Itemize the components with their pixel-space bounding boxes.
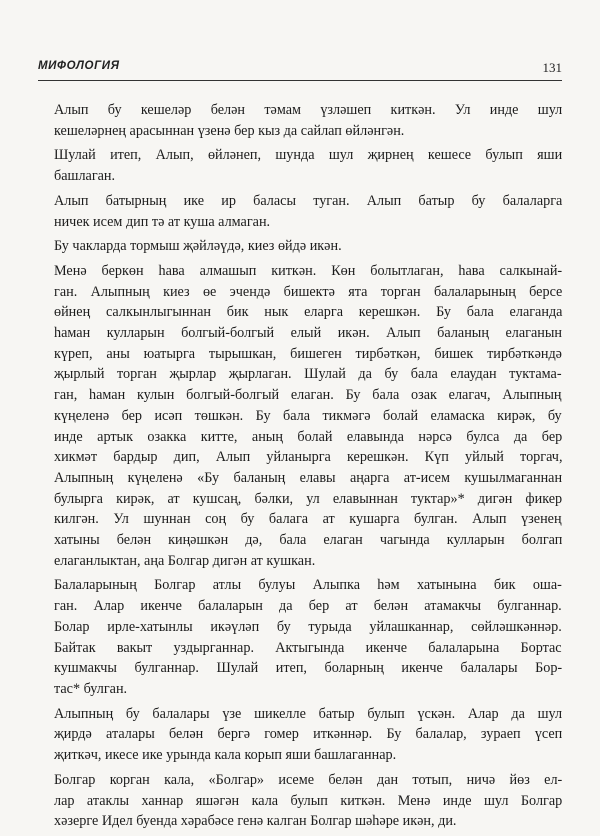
body-text	[38, 100, 562, 836]
text-line: җирдә аталары белән бергә гомер иткәннәр. Бу балалар, зураеп үсеп	[54, 726, 563, 743]
text-line: Балаларының Болгар атлы булуы Алыпка һәм хатынына бик оша-	[54, 577, 562, 594]
text-line: килгән. Ул шуннан соң бу балага ат кушарга булган. Алып үзенең	[54, 511, 562, 528]
text-line: ган, һаман кулын болгый-болгый елаган. Бу бала озак елагач, Алыпның	[54, 387, 562, 404]
text-line: хәзерге Идел буенда хәрабәсе генә калган Болгар шәһәре икән, ди.	[54, 813, 457, 830]
text-line: Болар ирле-хатынлы икәүләп бу турыда уйлашканнар, сөйләшкәннәр.	[54, 618, 562, 635]
text-line: җиткәч, икесе ике урында кала корып яши башлаганнар.	[54, 747, 397, 764]
text-line: һаман кулларын болгый-болгый елый икән. Алып баланың елаганын	[54, 325, 562, 342]
page-header	[38, 60, 562, 80]
paragraph	[38, 770, 562, 832]
text-line: хатыны белән киңәшкән дә, бала елаган чагында кулларын болгап	[54, 532, 563, 549]
text-line: инде артык озакка китте, аның болай елавында нәрсә булса да бер	[54, 428, 563, 445]
text-line: Шулай итеп, Алып, өйләнеп, шунда шул җирнең кешесе булып яши	[54, 147, 563, 164]
paragraph	[38, 100, 562, 141]
text-line: тас* булган.	[54, 680, 128, 697]
text-line: Болгар корган кала, «Болгар» исеме белән дан тотып, ничә йөз ел-	[54, 771, 563, 788]
text-line: ган. Алыпның киез өе эчендә бишектә ята торган балаларының берсе	[54, 283, 563, 300]
text-line: өйнең салкынлыгыннан бик нык еларга керешкән. Бу бала елаганда	[54, 304, 563, 321]
text-line: Байтак вакыт уздырганнар. Актыгында икенче балаларына Бортас	[54, 639, 562, 656]
text-line: Алыпның күңеленә «Бу баланың елавы аңарга ат-исем кушылмаганнан	[54, 469, 563, 486]
text-line: Менә беркөн һава алмашып киткән. Көн болытлаган, һава салкынай-	[54, 262, 563, 279]
text-line: ган. Алар икенче балаларын да бер ат белән атамакчы булганнар.	[54, 598, 562, 615]
text-line: күңеленә бер исәп төшкән. Бу бала тикмәгә болай еламаска кирәк, бу	[54, 407, 562, 424]
text-line: Алып бу кешеләр белән тәмам үзләшеп киткән. Ул инде шул	[54, 102, 563, 118]
text-line: күреп, аны юатырга тырышкан, бишеген тирбәткән, бишек тирбәткәндә	[54, 345, 562, 362]
text-line: елаганлыктан, аңа Болгар дигән ат кушкан.	[54, 552, 316, 569]
paragraph	[38, 575, 562, 699]
paragraph	[38, 236, 562, 257]
text-line: Алыпның бу балалары үзе шикелле батыр булып үскән. Алар да шул	[54, 705, 563, 722]
text-line: хикмәт бардыр дип, Алып уйланырга керешкән. Күп уйлый торгач,	[54, 449, 563, 466]
paragraph	[38, 261, 562, 572]
text-line: кешеләрнең арасыннан үзенә бер кыз да сайлап өйләнгән.	[54, 122, 405, 139]
text-line: кушмакчы булганнар. Шулай итеп, боларның икенче балалары Бор-	[54, 660, 563, 677]
running-title: МИФОЛОГИЯ	[38, 60, 120, 72]
text-line: ничек исем дип тә ат куша алмаган.	[54, 213, 271, 230]
text-line: булырга кирәк, ат кушсаң, бәлки, ул елавыннан туктар»* дигән фикер	[54, 490, 563, 507]
paragraph	[38, 191, 562, 232]
text-line: җырлый торган җырлар җырлаган. Шулай да бу бала елаудан туктама-	[54, 366, 562, 383]
text-line: башлаган.	[54, 168, 116, 185]
text-line: Бу чакларда тормыш җәйләүдә, киез өйдә икән.	[54, 238, 342, 255]
text-line: Алып батырның ике ир баласы туган. Алып батыр бу балаларга	[54, 192, 563, 209]
page-number: 131	[542, 60, 562, 75]
text-line: лар атаклы ханнар яшәгән кала булып киткән. Менә инде шул Болгар	[54, 792, 563, 809]
paragraph	[38, 704, 562, 766]
header-rule	[38, 80, 562, 81]
paragraph	[38, 145, 562, 186]
